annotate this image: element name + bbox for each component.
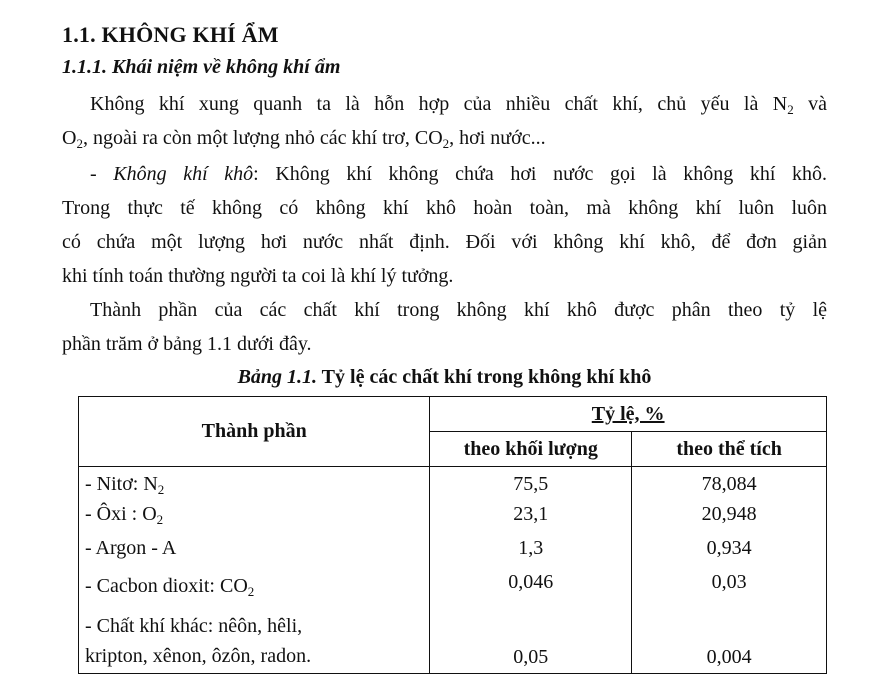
table-row [79, 571, 827, 611]
header-by-volume: theo thể tích [632, 432, 827, 467]
gas-composition-table [78, 396, 827, 674]
row-mass: 1,3 [430, 537, 632, 571]
row-volume: 78,084 [632, 467, 827, 504]
paragraph-2-line-3: có chứa một lượng hơi nước nhất định. Đối với không khí khô, để đơn giản [62, 231, 827, 253]
paragraph-3-line-2: phần trăm ở bảng 1.1 dưới đây. [62, 333, 312, 355]
table-caption: Bảng 1.1. Tỷ lệ các chất khí trong không khí khô [237, 366, 652, 388]
row-volume: 0,934 [632, 537, 827, 571]
section-subheading: 1.1.1. Khái niệm về không khí ẩm [62, 56, 341, 78]
section-heading: 1.1. KHÔNG KHÍ ẨM [62, 22, 279, 47]
header-by-mass: theo khối lượng [430, 432, 632, 467]
table-row [79, 503, 827, 537]
paragraph-2-line-1: - Không khí khô: Không khí không chứa hơi nước gọi là không khí khô. [90, 163, 827, 185]
paragraph-3-line-1: Thành phần của các chất khí trong không khí khô được phân theo tỷ lệ [90, 299, 827, 321]
row-volume: 0,03 [632, 571, 827, 611]
header-component: Thành phần [79, 397, 430, 467]
row-name: - Nitơ: $N_2$ [79, 467, 430, 504]
table-row [79, 467, 827, 504]
row-mass: 23,1 [430, 503, 632, 537]
row-name: - Chất khí khác: nêôn, hêli, kripton, xênon, ôzôn, radon. [79, 611, 430, 674]
row-mass: 75,5 [430, 467, 632, 504]
table-row [79, 611, 827, 674]
paragraph-2-line-4: khi tính toán thường người ta coi là khí lý tưởng. [62, 265, 454, 287]
row-mass: 0,046 [430, 571, 632, 611]
paragraph-2-line-2: Trong thực tế không có không khí khô hoàn toàn, mà không khí luôn luôn [62, 197, 827, 219]
term-dry-air: Không khí khô [113, 163, 254, 185]
header-ratio: Tỷ lệ, % [430, 397, 827, 432]
row-volume: 20,948 [632, 503, 827, 537]
paragraph-1-line-1: Không khí xung quanh ta là hỗn hợp của nhiều chất khí, chủ yếu là $N_2$ và [90, 93, 827, 117]
row-mass: 0,05 [430, 611, 632, 674]
row-name: - Cacbon dioxit: $CO_2$ [79, 571, 430, 611]
row-volume: 0,004 [632, 611, 827, 674]
row-name: - Argon - A [79, 537, 430, 571]
table-row [79, 537, 827, 571]
row-name: - Ôxi : $O_2$ [79, 503, 430, 537]
paragraph-1-line-2: $O_2$, ngoài ra còn một lượng nhỏ các khí trơ, $CO_2$, hơi nước... [62, 127, 546, 151]
